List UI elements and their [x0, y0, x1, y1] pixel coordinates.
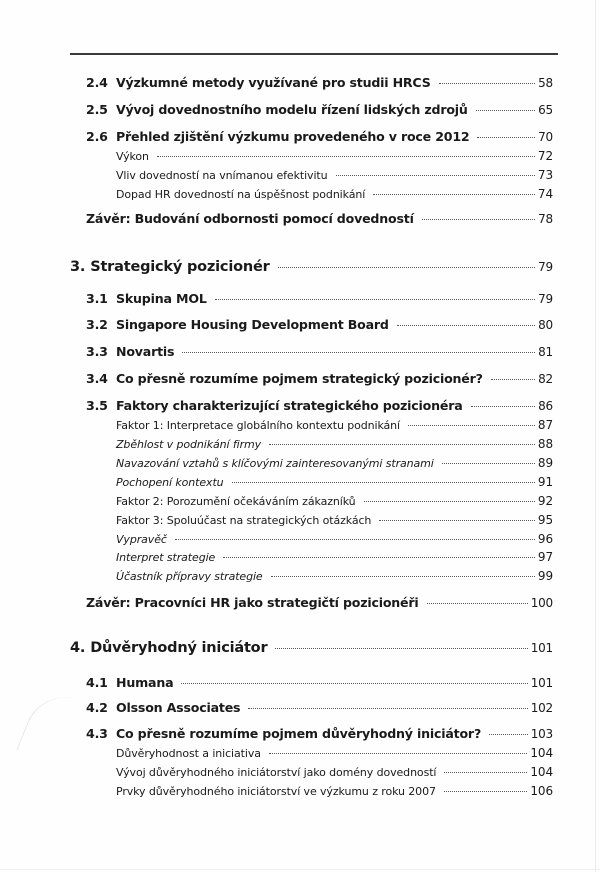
dot-leader: [175, 539, 535, 540]
toc-page-number: 73: [537, 168, 553, 182]
toc-entry-title: Faktor 1: Interpretace globálního kontextu podnikání: [116, 419, 401, 432]
toc-page-number: 104: [530, 746, 553, 760]
dot-leader: [444, 772, 527, 773]
toc-entry-title: Faktor 3: Spoluúčast na strategických otázkách: [116, 514, 372, 527]
dot-leader: [444, 791, 528, 792]
toc-page-number: 92: [537, 494, 553, 508]
toc-sub-entry[interactable]: [116, 456, 553, 470]
dot-leader: [477, 137, 535, 138]
dot-leader: [232, 482, 535, 483]
toc-entry-title: Faktor 2: Porozumění očekáváním zákazníků: [116, 495, 356, 508]
dot-leader: [489, 734, 528, 735]
toc-entry-title: Přehled zjištění výzkumu provedeného v roce 2012: [116, 129, 470, 144]
scan-pencil-mark: [16, 685, 80, 765]
toc-section-entry[interactable]: [86, 726, 553, 741]
toc-section-entry[interactable]: [86, 344, 553, 359]
toc-entry-title: Singapore Housing Development Board: [116, 317, 389, 332]
toc-entry-number: 4.1: [86, 675, 108, 690]
dot-leader: [269, 444, 535, 445]
dot-leader: [157, 156, 535, 157]
toc-page-number: 101: [530, 676, 553, 690]
dot-leader: [364, 501, 535, 502]
dot-leader: [427, 603, 528, 604]
toc-entry-title: Navazování vztahů s klíčovými zainteresovanými stranami: [116, 457, 434, 470]
toc-page-number: 72: [537, 149, 553, 163]
toc-sub-entry[interactable]: [116, 475, 553, 489]
toc-page-number: 86: [538, 399, 553, 413]
toc-page-number: 106: [530, 784, 553, 798]
toc-page-number: 97: [537, 550, 553, 564]
dot-leader: [379, 520, 535, 521]
toc-entry-number: 2.6: [86, 129, 108, 144]
toc-page-number: 81: [538, 345, 553, 359]
dot-leader: [439, 83, 536, 84]
toc-chapter-heading[interactable]: [70, 640, 553, 656]
toc-sub-entry[interactable]: [116, 513, 553, 527]
toc-page-number: 91: [537, 475, 553, 489]
toc-entry-title: Závěr: Pracovníci HR jako strategičtí pozicionéři: [86, 595, 419, 610]
dot-leader: [269, 753, 528, 754]
toc-chapter-heading[interactable]: [70, 259, 553, 275]
toc-entry-title: Závěr: Budování odbornosti pomocí dovedností: [86, 211, 414, 226]
toc-sub-entry[interactable]: [116, 569, 553, 583]
toc-entry-title: Faktory charakterizující strategického pozicionéra: [116, 398, 463, 413]
toc-page-number: 102: [530, 701, 553, 715]
dot-leader: [278, 267, 536, 268]
toc-page-number: 100: [530, 596, 553, 610]
toc-section-entry[interactable]: [86, 700, 553, 715]
toc-sub-entry[interactable]: [116, 550, 553, 564]
toc-sub-entry[interactable]: [116, 149, 553, 163]
toc-section-entry[interactable]: [86, 129, 553, 144]
toc-section-entry[interactable]: [86, 291, 553, 306]
toc-page-number: 78: [538, 212, 553, 226]
toc-page-number: 58: [538, 76, 553, 90]
toc-entry-number: 3.4: [86, 371, 108, 386]
dot-leader: [491, 379, 535, 380]
toc-entry-number: 4.2: [86, 700, 108, 715]
toc-entry-title: Interpret strategie: [116, 551, 216, 564]
toc-page-number: 101: [530, 641, 553, 655]
toc-sub-entry[interactable]: [116, 187, 553, 201]
toc-entry-number: 3.3: [86, 344, 108, 359]
toc-page-number: 65: [538, 103, 553, 117]
toc-entry-title: Olsson Associates: [116, 700, 241, 715]
toc-sub-entry[interactable]: [116, 784, 553, 798]
toc-page-number: 89: [537, 456, 553, 470]
toc-page-number: 70: [538, 130, 553, 144]
toc-page-number: 80: [538, 318, 553, 332]
toc-entry-title: Pochopení kontextu: [116, 476, 224, 489]
toc-entry-title: Výzkumné metody využívané pro studii HRCS: [116, 75, 431, 90]
dot-leader: [248, 708, 527, 709]
toc-sub-entry[interactable]: [116, 168, 553, 182]
toc-page-number: 74: [537, 187, 553, 201]
toc-sub-entry[interactable]: [116, 532, 553, 546]
dot-leader: [215, 299, 535, 300]
toc-section-entry[interactable]: [86, 398, 553, 413]
toc-entry-title: Vývoj dovednostního modelu řízení lidských zdrojů: [116, 102, 468, 117]
toc-entry-title: Důvěryhodný iniciátor: [90, 640, 268, 656]
dot-leader: [408, 425, 535, 426]
toc-entry-title: Vývoj důvěryhodného iniciátorství jako domény dovedností: [116, 766, 437, 779]
dot-leader: [442, 463, 535, 464]
dot-leader: [476, 110, 535, 111]
toc-page-number: 82: [538, 372, 553, 386]
dot-leader: [422, 219, 535, 220]
toc-entry-title: Co přesně rozumíme pojmem důvěryhodný iniciátor?: [116, 726, 482, 741]
toc-sub-entry[interactable]: [116, 494, 553, 508]
toc-entry-number: 4.3: [86, 726, 108, 741]
dot-leader: [181, 683, 527, 684]
header-rule: [70, 53, 558, 55]
toc-entry-title: Výkon: [116, 150, 149, 163]
toc-section-entry[interactable]: [86, 75, 553, 90]
toc-conclusion-entry[interactable]: [86, 595, 553, 610]
dot-leader: [275, 648, 527, 649]
toc-section-entry[interactable]: [86, 371, 553, 386]
toc-entry-number: 3.2: [86, 317, 108, 332]
dot-leader: [182, 352, 535, 353]
toc-entry-number: 3.: [70, 259, 86, 275]
page-bottom-edge: [0, 869, 600, 870]
toc-entry-number: 3.1: [86, 291, 108, 306]
dot-leader: [397, 325, 535, 326]
toc-entry-title: Co přesně rozumíme pojmem strategický pozicionér?: [116, 371, 483, 386]
toc-entry-title: Důvěryhodnost a iniciativa: [116, 747, 261, 760]
dot-leader: [223, 557, 535, 558]
toc-page-number: 87: [537, 418, 553, 432]
toc-page-number: 96: [537, 532, 553, 546]
toc-entry-number: 2.5: [86, 102, 108, 117]
toc-entry-title: Zběhlost v podnikání firmy: [116, 438, 262, 451]
toc-entry-title: Dopad HR dovedností na úspěšnost podnikání: [116, 188, 366, 201]
toc-sub-entry[interactable]: [116, 746, 553, 760]
toc-conclusion-entry[interactable]: [86, 211, 553, 226]
toc-page-number: 79: [538, 292, 553, 306]
dot-leader: [336, 175, 535, 176]
toc-entry-title: Vypravěč: [116, 533, 167, 546]
toc-entry-title: Vliv dovedností na vnímanou efektivitu: [116, 169, 328, 182]
toc-entry-number: 2.4: [86, 75, 108, 90]
toc-sub-entry[interactable]: [116, 437, 553, 451]
toc-entry-number: 4.: [70, 640, 86, 656]
toc-entry-number: 3.5: [86, 398, 108, 413]
toc-entry-title: Účastník přípravy strategie: [116, 570, 263, 583]
toc-page-number: 99: [537, 569, 553, 583]
toc-page-number: 95: [537, 513, 553, 527]
toc-page-number: 104: [530, 765, 553, 779]
toc-entry-title: Strategický pozicionér: [90, 259, 270, 275]
toc-entry-title: Novartis: [116, 344, 175, 359]
toc-page-number: 103: [530, 727, 553, 741]
toc-section-entry[interactable]: [86, 102, 553, 117]
toc-entry-title: Humana: [116, 675, 174, 690]
toc-entry-title: Skupina MOL: [116, 291, 207, 306]
dot-leader: [373, 194, 535, 195]
dot-leader: [271, 576, 535, 577]
dot-leader: [471, 406, 536, 407]
toc-section-entry[interactable]: [86, 675, 553, 690]
toc-section-entry[interactable]: [86, 317, 553, 332]
toc-sub-entry[interactable]: [116, 765, 553, 779]
page-right-edge: [595, 0, 596, 872]
toc-entry-title: Prvky důvěryhodného iniciátorství ve výzkumu z roku 2007: [116, 785, 436, 798]
toc-page-number: 79: [538, 260, 553, 274]
toc-sub-entry[interactable]: [116, 418, 553, 432]
toc-page-number: 88: [537, 437, 553, 451]
